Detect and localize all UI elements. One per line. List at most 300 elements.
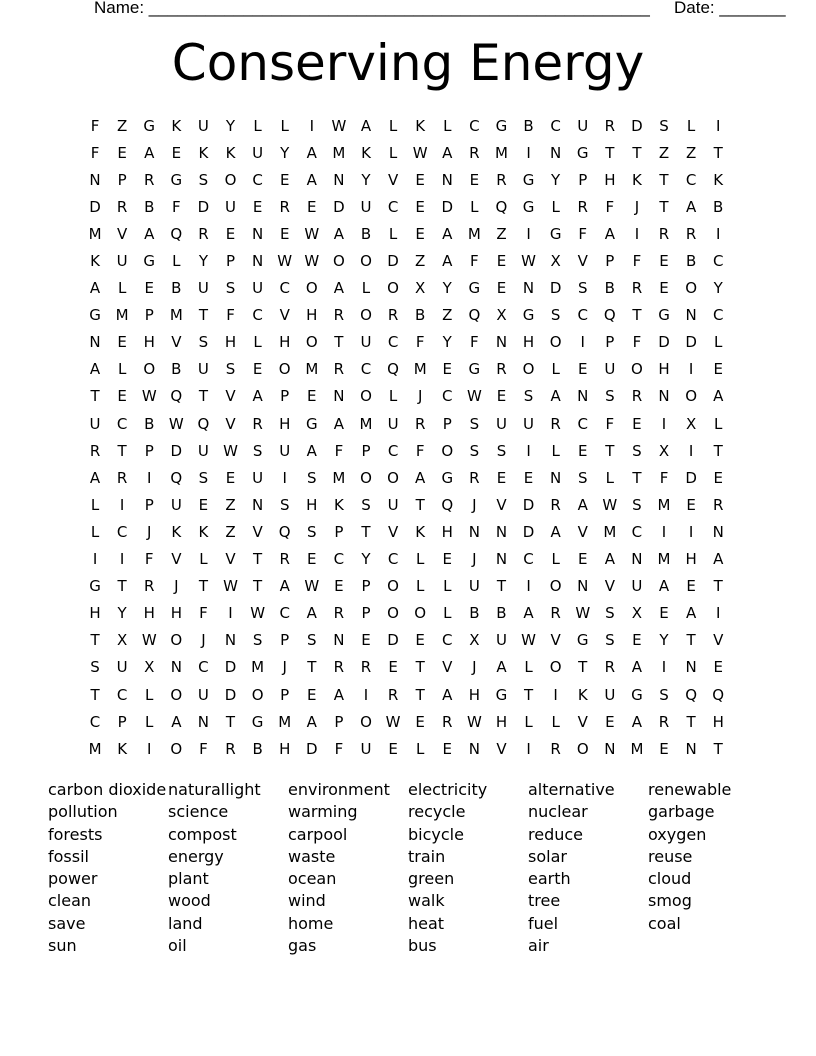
grid-letter[interactable]: Q xyxy=(278,522,292,541)
grid-letter[interactable]: E xyxy=(388,658,399,677)
grid-letter[interactable]: V xyxy=(496,739,508,758)
grid-letter[interactable]: T xyxy=(659,197,670,216)
grid-letter[interactable]: T xyxy=(415,658,426,677)
grid-letter[interactable]: O xyxy=(549,333,563,352)
grid-letter[interactable]: S xyxy=(252,441,264,460)
grid-letter[interactable]: L xyxy=(686,116,697,135)
grid-letter[interactable]: F xyxy=(144,550,155,569)
grid-letter[interactable]: T xyxy=(713,739,724,758)
grid-letter[interactable]: E xyxy=(496,387,508,406)
grid-letter[interactable]: E xyxy=(117,143,128,162)
grid-letter[interactable]: I xyxy=(715,224,722,243)
grid-letter[interactable]: I xyxy=(661,414,668,433)
grid-letter[interactable]: E xyxy=(252,360,264,379)
grid-letter[interactable]: A xyxy=(144,143,156,162)
grid-letter[interactable]: R xyxy=(604,658,617,677)
grid-letter[interactable]: M xyxy=(603,522,618,541)
grid-letter[interactable]: X xyxy=(469,631,481,650)
grid-letter[interactable]: L xyxy=(90,495,101,514)
grid-letter[interactable]: G xyxy=(522,306,536,325)
grid-letter[interactable]: I xyxy=(688,522,695,541)
grid-letter[interactable]: M xyxy=(657,550,672,569)
grid-letter[interactable]: Y xyxy=(551,170,562,189)
grid-letter[interactable]: U xyxy=(225,197,237,216)
grid-letter[interactable]: L xyxy=(470,197,480,216)
grid-letter[interactable]: T xyxy=(225,712,237,731)
grid-letter[interactable]: H xyxy=(604,170,617,189)
grid-letter[interactable]: I xyxy=(92,550,99,569)
grid-letter[interactable]: R xyxy=(496,170,508,189)
grid-letter[interactable]: N xyxy=(685,739,698,758)
grid-letter[interactable]: U xyxy=(252,468,265,487)
grid-letter[interactable]: Q xyxy=(685,685,699,704)
grid-letter[interactable]: S xyxy=(307,468,318,487)
grid-letter[interactable]: X xyxy=(496,306,508,325)
grid-letter[interactable]: E xyxy=(605,712,616,731)
grid-letter[interactable]: Z xyxy=(658,143,671,162)
grid-letter[interactable]: E xyxy=(686,577,697,596)
grid-letter[interactable]: T xyxy=(90,631,101,650)
grid-letter[interactable]: E xyxy=(171,143,183,162)
grid-letter[interactable]: A xyxy=(658,577,671,596)
grid-letter[interactable]: D xyxy=(197,197,211,216)
grid-letter[interactable]: A xyxy=(306,143,318,162)
grid-letter[interactable]: E xyxy=(442,739,453,758)
grid-letter[interactable]: O xyxy=(387,604,400,623)
grid-letter[interactable]: R xyxy=(387,306,400,325)
grid-letter[interactable]: L xyxy=(253,116,263,135)
grid-letter[interactable]: N xyxy=(468,739,481,758)
grid-letter[interactable]: S xyxy=(632,441,643,460)
grid-letter[interactable]: K xyxy=(198,143,210,162)
grid-letter[interactable]: A xyxy=(713,387,725,406)
grid-letter[interactable]: B xyxy=(469,604,481,623)
grid-letter[interactable]: M xyxy=(251,658,266,677)
grid-letter[interactable]: A xyxy=(604,224,616,243)
grid-letter[interactable]: W xyxy=(223,441,239,460)
grid-letter[interactable]: P xyxy=(605,252,616,271)
grid-letter[interactable]: A xyxy=(333,224,346,243)
grid-letter[interactable]: Z xyxy=(496,224,508,243)
grid-letter[interactable]: I xyxy=(147,468,153,487)
grid-letter[interactable]: C xyxy=(469,116,481,135)
grid-letter[interactable]: G xyxy=(522,197,536,216)
grid-letter[interactable]: V xyxy=(550,631,562,650)
grid-letter[interactable]: N xyxy=(631,550,644,569)
grid-letter[interactable]: Y xyxy=(659,631,670,650)
grid-letter[interactable]: P xyxy=(334,522,345,541)
grid-letter[interactable]: G xyxy=(576,143,590,162)
grid-letter[interactable]: Q xyxy=(603,306,617,325)
grid-letter[interactable]: E xyxy=(415,170,426,189)
grid-letter[interactable]: A xyxy=(496,658,508,677)
grid-letter[interactable]: F xyxy=(605,197,616,216)
grid-letter[interactable]: U xyxy=(631,577,644,596)
grid-letter[interactable]: L xyxy=(117,279,128,298)
grid-letter[interactable]: P xyxy=(117,712,128,731)
grid-letter[interactable]: J xyxy=(147,522,153,541)
grid-letter[interactable]: D xyxy=(387,631,400,650)
grid-letter[interactable]: E xyxy=(117,333,128,352)
grid-letter[interactable]: H xyxy=(522,333,536,352)
grid-letter[interactable]: U xyxy=(604,360,617,379)
grid-letter[interactable]: T xyxy=(253,577,264,596)
grid-letter[interactable]: T xyxy=(713,577,724,596)
grid-letter[interactable]: T xyxy=(198,306,209,325)
grid-letter[interactable]: Q xyxy=(170,468,184,487)
grid-letter[interactable]: O xyxy=(305,333,319,352)
grid-letter[interactable]: L xyxy=(551,197,561,216)
grid-letter[interactable]: F xyxy=(90,143,101,162)
grid-letter[interactable]: A xyxy=(550,387,562,406)
grid-letter[interactable]: E xyxy=(225,468,237,487)
grid-letter[interactable]: T xyxy=(578,658,589,677)
grid-letter[interactable]: V xyxy=(171,333,183,352)
grid-letter[interactable]: Q xyxy=(712,685,726,704)
grid-letter[interactable]: U xyxy=(197,116,210,135)
grid-letter[interactable]: W xyxy=(466,712,483,731)
grid-letter[interactable]: R xyxy=(550,739,562,758)
grid-letter[interactable]: T xyxy=(90,387,101,406)
grid-letter[interactable]: M xyxy=(169,306,184,325)
grid-letter[interactable]: D xyxy=(685,333,698,352)
grid-letter[interactable]: L xyxy=(551,360,561,379)
grid-letter[interactable]: C xyxy=(116,522,129,541)
grid-letter[interactable]: S xyxy=(659,685,670,704)
grid-letter[interactable]: C xyxy=(89,712,102,731)
grid-letter[interactable]: F xyxy=(226,306,236,325)
grid-letter[interactable]: A xyxy=(442,252,454,271)
grid-letter[interactable]: O xyxy=(360,712,373,731)
grid-letter[interactable]: G xyxy=(89,577,102,596)
grid-letter[interactable]: I xyxy=(526,441,532,460)
grid-letter[interactable]: E xyxy=(279,224,291,243)
grid-letter[interactable]: S xyxy=(307,522,318,541)
grid-letter[interactable]: K xyxy=(225,143,237,162)
grid-letter[interactable]: E xyxy=(577,550,589,569)
grid-letter[interactable]: P xyxy=(578,170,589,189)
grid-letter[interactable]: R xyxy=(198,224,210,243)
grid-letter[interactable]: S xyxy=(605,604,616,623)
grid-letter[interactable]: I xyxy=(580,333,586,352)
grid-letter[interactable]: C xyxy=(631,522,644,541)
grid-letter[interactable]: T xyxy=(605,143,616,162)
grid-letter[interactable]: S xyxy=(550,306,562,325)
grid-letter[interactable]: W xyxy=(168,414,185,433)
grid-letter[interactable]: W xyxy=(141,631,158,650)
grid-letter[interactable]: E xyxy=(713,360,724,379)
grid-letter[interactable]: P xyxy=(442,414,453,433)
grid-letter[interactable]: S xyxy=(307,631,318,650)
grid-letter[interactable]: W xyxy=(521,252,537,271)
grid-letter[interactable]: I xyxy=(661,522,668,541)
grid-letter[interactable]: O xyxy=(414,604,428,623)
grid-letter[interactable]: E xyxy=(632,631,643,650)
grid-letter[interactable]: M xyxy=(278,712,293,731)
grid-letter[interactable]: U xyxy=(197,360,210,379)
grid-letter[interactable]: E xyxy=(198,495,210,514)
grid-letter[interactable]: O xyxy=(170,685,184,704)
grid-letter[interactable]: V xyxy=(577,522,589,541)
grid-letter[interactable]: F xyxy=(199,739,209,758)
grid-letter[interactable]: L xyxy=(361,279,372,298)
grid-letter[interactable]: C xyxy=(550,116,562,135)
grid-letter[interactable]: B xyxy=(415,306,427,325)
grid-letter[interactable]: U xyxy=(252,143,265,162)
grid-letter[interactable]: B xyxy=(144,414,156,433)
grid-letter[interactable]: W xyxy=(277,252,294,271)
grid-letter[interactable]: H xyxy=(143,333,156,352)
grid-letter[interactable]: E xyxy=(577,360,589,379)
grid-letter[interactable]: F xyxy=(334,739,345,758)
grid-letter[interactable]: W xyxy=(602,495,619,514)
grid-letter[interactable]: A xyxy=(279,577,291,596)
grid-letter[interactable]: V xyxy=(577,252,589,271)
grid-letter[interactable]: S xyxy=(361,495,372,514)
grid-letter[interactable]: E xyxy=(225,224,237,243)
grid-letter[interactable]: W xyxy=(223,577,239,596)
grid-letter[interactable]: S xyxy=(496,441,508,460)
grid-letter[interactable]: R xyxy=(89,441,102,460)
grid-letter[interactable]: O xyxy=(360,252,373,271)
grid-letter[interactable]: D xyxy=(549,279,563,298)
grid-letter[interactable]: T xyxy=(307,658,318,677)
grid-letter[interactable]: P xyxy=(144,306,155,325)
grid-letter[interactable]: E xyxy=(496,252,508,271)
grid-letter[interactable]: O xyxy=(332,252,346,271)
grid-letter[interactable]: H xyxy=(441,522,454,541)
grid-letter[interactable]: R xyxy=(604,116,617,135)
grid-letter[interactable]: G xyxy=(631,685,644,704)
grid-letter[interactable]: F xyxy=(172,197,182,216)
grid-letter[interactable]: O xyxy=(387,279,400,298)
grid-letter[interactable]: P xyxy=(334,712,345,731)
grid-letter[interactable]: I xyxy=(688,441,695,460)
grid-letter[interactable]: C xyxy=(685,170,698,189)
grid-letter[interactable]: T xyxy=(632,468,643,487)
grid-letter[interactable]: Z xyxy=(685,143,698,162)
grid-letter[interactable]: T xyxy=(415,685,426,704)
grid-letter[interactable]: W xyxy=(304,224,321,243)
grid-letter[interactable]: F xyxy=(632,333,643,352)
grid-letter[interactable]: R xyxy=(469,143,481,162)
grid-letter[interactable]: G xyxy=(441,468,455,487)
grid-letter[interactable]: M xyxy=(630,739,645,758)
grid-letter[interactable]: D xyxy=(658,333,671,352)
grid-letter[interactable]: W xyxy=(304,252,321,271)
grid-letter[interactable]: E xyxy=(713,468,724,487)
grid-letter[interactable]: F xyxy=(632,252,643,271)
grid-letter[interactable]: H xyxy=(658,360,671,379)
grid-letter[interactable]: L xyxy=(388,143,399,162)
grid-letter[interactable]: T xyxy=(198,577,209,596)
grid-letter[interactable]: A xyxy=(89,468,102,487)
grid-letter[interactable]: F xyxy=(415,333,426,352)
grid-letter[interactable]: K xyxy=(577,685,589,704)
grid-letter[interactable]: C xyxy=(712,306,725,325)
grid-letter[interactable]: L xyxy=(90,522,101,541)
grid-letter[interactable]: U xyxy=(360,197,373,216)
grid-letter[interactable]: O xyxy=(278,360,292,379)
grid-letter[interactable]: L xyxy=(551,550,561,569)
grid-letter[interactable]: Y xyxy=(225,116,237,135)
grid-letter[interactable]: N xyxy=(685,306,698,325)
grid-letter[interactable]: E xyxy=(252,197,264,216)
grid-letter[interactable]: R xyxy=(550,414,562,433)
grid-letter[interactable]: U xyxy=(468,577,481,596)
grid-letter[interactable]: Z xyxy=(415,252,427,271)
grid-letter[interactable]: E xyxy=(279,170,291,189)
grid-letter[interactable]: A xyxy=(89,360,102,379)
grid-letter[interactable]: E xyxy=(496,279,508,298)
grid-letter[interactable]: F xyxy=(470,252,480,271)
grid-letter[interactable]: P xyxy=(280,631,291,650)
grid-letter[interactable]: I xyxy=(119,550,126,569)
grid-letter[interactable]: E xyxy=(469,170,481,189)
grid-letter[interactable]: F xyxy=(659,468,670,487)
grid-letter[interactable]: E xyxy=(307,197,318,216)
grid-letter[interactable]: R xyxy=(144,170,156,189)
grid-letter[interactable]: L xyxy=(551,441,561,460)
grid-letter[interactable]: W xyxy=(141,387,158,406)
grid-letter[interactable]: X xyxy=(117,631,129,650)
grid-letter[interactable]: V xyxy=(387,170,400,189)
grid-letter[interactable]: A xyxy=(685,604,698,623)
grid-letter[interactable]: Y xyxy=(361,170,372,189)
grid-letter[interactable]: Q xyxy=(197,414,211,433)
grid-letter[interactable]: L xyxy=(388,224,399,243)
grid-letter[interactable]: S xyxy=(90,658,101,677)
grid-letter[interactable]: T xyxy=(713,441,724,460)
grid-letter[interactable]: X xyxy=(631,604,644,623)
grid-letter[interactable]: Z xyxy=(225,495,237,514)
grid-letter[interactable]: G xyxy=(143,116,157,135)
grid-letter[interactable]: R xyxy=(333,360,346,379)
grid-letter[interactable]: H xyxy=(279,333,292,352)
grid-letter[interactable]: U xyxy=(170,495,183,514)
grid-letter[interactable]: P xyxy=(280,387,291,406)
grid-letter[interactable]: L xyxy=(605,468,615,487)
grid-letter[interactable]: N xyxy=(522,279,536,298)
grid-letter[interactable]: D xyxy=(387,252,400,271)
grid-letter[interactable]: Y xyxy=(442,333,453,352)
grid-letter[interactable]: R xyxy=(442,712,454,731)
grid-letter[interactable]: K xyxy=(361,143,372,162)
grid-letter[interactable]: K xyxy=(415,522,427,541)
grid-letter[interactable]: Y xyxy=(198,252,209,271)
grid-letter[interactable]: M xyxy=(359,414,374,433)
grid-letter[interactable]: E xyxy=(496,468,508,487)
grid-letter[interactable]: R xyxy=(252,414,264,433)
grid-letter[interactable]: N xyxy=(224,631,238,650)
grid-letter[interactable]: E xyxy=(659,739,670,758)
grid-letter[interactable]: S xyxy=(225,360,237,379)
grid-letter[interactable]: C xyxy=(387,441,400,460)
grid-letter[interactable]: A xyxy=(252,387,264,406)
grid-letter[interactable]: V xyxy=(496,495,508,514)
grid-letter[interactable]: V xyxy=(387,522,400,541)
grid-letter[interactable]: H xyxy=(306,306,319,325)
grid-letter[interactable]: P xyxy=(361,441,372,460)
grid-letter[interactable]: A xyxy=(306,441,318,460)
grid-letter[interactable]: V xyxy=(225,550,237,569)
grid-letter[interactable]: M xyxy=(332,143,347,162)
grid-letter[interactable]: M xyxy=(88,739,103,758)
grid-letter[interactable]: X xyxy=(415,279,427,298)
grid-letter[interactable]: R xyxy=(279,550,291,569)
grid-letter[interactable]: A xyxy=(523,604,535,623)
grid-letter[interactable]: I xyxy=(309,116,316,135)
grid-letter[interactable]: R xyxy=(333,604,346,623)
grid-letter[interactable]: F xyxy=(334,441,345,460)
grid-letter[interactable]: N xyxy=(604,739,617,758)
grid-letter[interactable]: M xyxy=(467,224,482,243)
grid-letter[interactable]: M xyxy=(115,306,130,325)
grid-letter[interactable]: P xyxy=(117,170,128,189)
grid-letter[interactable]: U xyxy=(577,116,590,135)
grid-letter[interactable]: X xyxy=(144,658,156,677)
grid-letter[interactable]: N xyxy=(333,170,346,189)
grid-letter[interactable]: N xyxy=(495,522,509,541)
grid-letter[interactable]: I xyxy=(526,143,532,162)
grid-letter[interactable]: C xyxy=(442,631,454,650)
grid-letter[interactable]: H xyxy=(89,604,102,623)
grid-letter[interactable]: B xyxy=(523,116,535,135)
grid-letter[interactable]: O xyxy=(549,658,563,677)
grid-letter[interactable]: V xyxy=(225,414,237,433)
grid-letter[interactable]: W xyxy=(412,143,429,162)
grid-letter[interactable]: E xyxy=(686,495,697,514)
grid-letter[interactable]: H xyxy=(685,550,698,569)
grid-letter[interactable]: W xyxy=(575,604,592,623)
grid-letter[interactable]: A xyxy=(577,495,589,514)
grid-letter[interactable]: D xyxy=(170,441,184,460)
grid-letter[interactable]: O xyxy=(360,468,373,487)
grid-letter[interactable]: T xyxy=(496,577,508,596)
grid-letter[interactable]: R xyxy=(550,604,562,623)
grid-letter[interactable]: C xyxy=(712,252,725,271)
grid-letter[interactable]: L xyxy=(415,739,426,758)
grid-letter[interactable]: X xyxy=(658,441,671,460)
grid-letter[interactable]: E xyxy=(523,468,535,487)
grid-letter[interactable]: B xyxy=(171,279,183,298)
grid-letter[interactable]: A xyxy=(442,224,454,243)
grid-letter[interactable]: R xyxy=(144,577,156,596)
grid-letter[interactable]: G xyxy=(495,685,509,704)
grid-letter[interactable]: H xyxy=(279,414,292,433)
grid-letter[interactable]: F xyxy=(90,116,101,135)
grid-letter[interactable]: R xyxy=(333,658,346,677)
grid-letter[interactable]: T xyxy=(523,685,535,704)
grid-letter[interactable]: D xyxy=(224,658,238,677)
grid-letter[interactable]: L xyxy=(388,116,399,135)
grid-letter[interactable]: S xyxy=(605,631,616,650)
grid-letter[interactable]: A xyxy=(89,279,102,298)
grid-letter[interactable]: O xyxy=(143,360,157,379)
grid-letter[interactable]: S xyxy=(523,387,535,406)
grid-letter[interactable]: E xyxy=(307,387,318,406)
grid-letter[interactable]: T xyxy=(632,306,643,325)
grid-letter[interactable]: E xyxy=(713,658,724,677)
grid-letter[interactable]: V xyxy=(442,658,454,677)
grid-letter[interactable]: R xyxy=(469,468,481,487)
grid-letter[interactable]: R xyxy=(333,306,346,325)
grid-letter[interactable]: D xyxy=(89,197,102,216)
grid-letter[interactable]: A xyxy=(631,712,644,731)
grid-letter[interactable]: E xyxy=(415,197,426,216)
grid-letter[interactable]: V xyxy=(252,522,264,541)
grid-letter[interactable]: R xyxy=(225,739,237,758)
